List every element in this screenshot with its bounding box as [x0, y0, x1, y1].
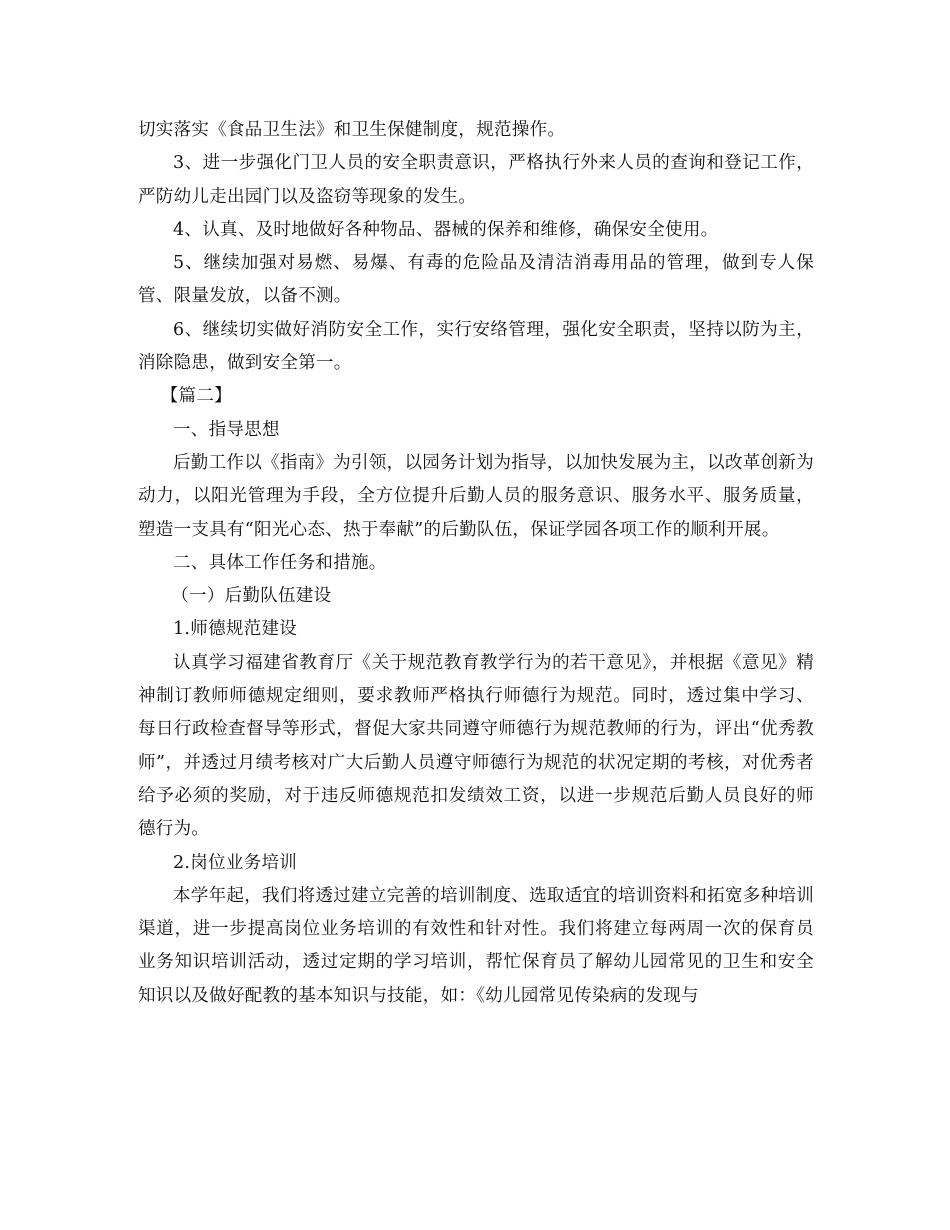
heading-ethics-standard: 1.师德规范建设 [173, 619, 298, 640]
heading-guiding-ideology: 一、指导思想 [173, 419, 280, 440]
paragraph-ethics-standard: 认真学习福建省教育厅《关于规范教育教学行为的若干意见》，并根据《意见》精神制订教师师德规定细则，要求教师严格执行师德行为规范。同时，透过集中学习、每日行政检查督导等形式，督促大家共同遵守师德行为规范教师的行为，评出“优秀教师”，并透过月绩考核对广大后勤人员遵守师德行为规范的状况定期的考核，对优秀者给予必须的奖励，对于违反师德规范扣发绩效工资，以进一步规范后勤人员良好的师德行为。 [138, 652, 814, 840]
paragraph-5: 6、继续切实做好消防安全工作，实行安络管理，强化安全职责，坚持以防为主，消除隐患，做到安全第一。 [138, 319, 814, 374]
paragraph-3: 4、认真、及时地做好各种物品、器械的保养和维修，确保安全使用。 [173, 219, 719, 240]
paragraph-1: 切实落实《食品卫生法》和卫生保健制度，规范操作。 [138, 120, 566, 140]
heading-tasks-and-measures: 二、具体工作任务和措施。 [173, 552, 387, 573]
document-body [138, 114, 814, 1013]
heading-job-training: 2.岗位业务培训 [173, 852, 298, 873]
paragraph-job-training: 本学年起，我们将透过建立完善的培训制度、选取适宜的培训资料和拓宽多种培训渠道，进一步提高岗位业务培训的有效性和针对性。我们将建立每两周一次的保育员业务知识培训活动，透过定期的学习培训，帮忙保育员了解幼儿园常见的卫生和安全知识以及做好配教的基本知识与技能，如：《幼儿园常见传染病的发现与 [138, 885, 814, 1006]
subheading-team-building: （一）后勤队伍建设 [171, 586, 332, 607]
paragraph-guiding-ideology: 后勤工作以《指南》为引领，以园务计划为指导，以加快发展为主，以改革创新为动力，以阳光管理为手段，全方位提升后勤人员的服务意识、服务水平、服务质量，塑造一支具有“阳光心态、热于奉献”的后勤队伍，保证学园各项工作的顺利开展。 [138, 452, 814, 540]
section-heading-pian-er: 【篇二】 [160, 386, 232, 407]
paragraph-4: 5、继续加强对易燃、易爆、有毒的危险品及清洁消毒用品的管理，做到专人保管、限量发放，以备不测。 [138, 253, 814, 307]
paragraph-2: 3、进一步强化门卫人员的安全职责意识，严格执行外来人员的查询和登记工作，严防幼儿走出园门以及盗窃等现象的发生。 [138, 153, 814, 207]
